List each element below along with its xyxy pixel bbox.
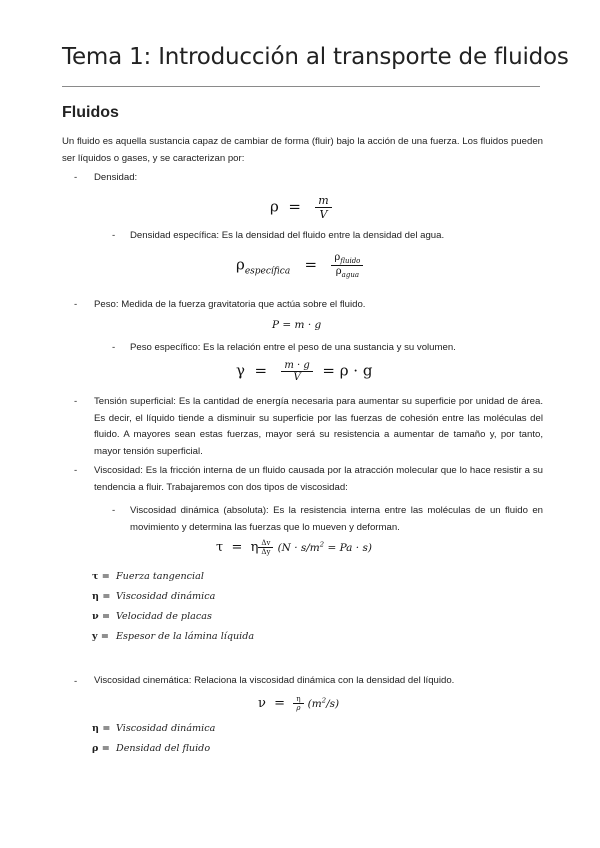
tension-text: Tensión superficial: Es la cantidad de energía necesaria para aumentar su superficie por unidad de área. Es decir, el líquido tiende a disminuir su superficie por las fuerzas de cohesión entre las moléculas del fluido. A mayores sean estas fuerzas, mayor será su resistencia a aumentar de tamaño y, por tanto, mayor tensión superficial. [94, 396, 543, 457]
eq-units [308, 698, 339, 710]
peso-equation: P = m · g [272, 319, 322, 331]
eq-den-sub: agua [341, 271, 360, 279]
eq-lhs: τ [216, 540, 224, 555]
visc-cin-equation: ν = $\frac{\eta}{\rho}$ $(m^2/s)$ [258, 695, 340, 712]
definition-symbol: ρ = [92, 743, 110, 754]
definition-row [92, 567, 254, 587]
eq-numerator: η [296, 695, 301, 703]
eq-fraction [281, 360, 312, 383]
densidad-equation: ρ = $\frac{m}{V}$ [270, 194, 332, 221]
eq-denominator [331, 265, 363, 279]
eq-numerator [331, 252, 363, 265]
eq-units-left: (m [307, 698, 322, 710]
eq-den-symbol: ρ [335, 266, 342, 277]
definition-row [92, 719, 215, 739]
eq-lhs-sub: específica [244, 266, 291, 277]
eq-lhs: ρ [236, 255, 245, 274]
definition-description: Densidad del fluido [116, 743, 211, 754]
eq-num-symbol: ρ [334, 252, 341, 263]
eq-numerator: Δv [261, 539, 271, 547]
eq-exponent: 2 [321, 696, 327, 705]
bullet-dash: - [74, 172, 78, 183]
eq-lhs: ν [258, 696, 266, 711]
eq-numerator: m · g [284, 360, 310, 371]
eq-fraction [258, 539, 273, 556]
visc-din-definitions [92, 567, 254, 647]
bullet-dash: - [74, 676, 78, 687]
definition-description: Viscosidad dinámica [116, 591, 216, 602]
eq-exponent: 2 [319, 540, 325, 549]
section-heading: Fluidos [62, 104, 119, 121]
bullet-dash: - [74, 396, 78, 407]
title-divider [62, 86, 540, 87]
eq-fraction [293, 695, 303, 712]
peso-text: Peso: Medida de la fuerza gravitatoria que actúa sobre el fluido. [94, 299, 366, 310]
dens-esp-equation: $\rho_{específica}$ = $\frac{\rho_{fluido}}{\rho_{agua}}$ [236, 252, 363, 279]
definition-symbol: τ = [92, 571, 110, 582]
eq-units-right: = Pa · s) [324, 542, 372, 554]
definition-row [92, 587, 254, 607]
definition-description: Fuerza tangencial [116, 571, 204, 582]
visc-cin-definitions [92, 719, 215, 759]
eq-denominator: ρ [293, 703, 303, 712]
visc-din-equation: τ = η $\frac{\Delta v}{\Delta y}$ $(N \cdot s/m^2 = Pa \cdot s)$ [216, 539, 372, 556]
eq-lhs: γ [236, 361, 245, 380]
definition-symbol: y = [92, 631, 109, 642]
eq-units-left: (N · s/m [277, 542, 320, 554]
dens-esp-text: Densidad específica: Es la densidad del fluido entre la densidad del agua. [130, 230, 445, 241]
definition-description: Viscosidad dinámica [116, 723, 216, 734]
intro-paragraph: Un fluido es aquella sustancia capaz de cambiar de forma (fluir) bajo la acción de una fuerza. Los fluidos pueden ser líquidos o gases, y se caracterizan por: [62, 136, 543, 164]
visc-din-text: Viscosidad dinámica (absoluta): Es la resistencia interna entre las moléculas de un fluido en movimiento y determina las fuerzas que lo mueven y deforman. [130, 505, 543, 533]
eq-units-right: /s) [326, 698, 340, 710]
definition-description: Velocidad de placas [116, 611, 212, 622]
definition-symbol: η = [92, 591, 111, 602]
eq-rhs: = ρ · g [322, 361, 373, 380]
page-title: Tema 1: Introducción al transporte de fluidos [62, 44, 569, 70]
bullet-dash: - [112, 230, 116, 241]
densidad-label: Densidad: [94, 172, 138, 183]
peso-esp-equation: γ = $\frac{m \cdot g}{V}$ = ρ · g [236, 360, 373, 383]
bullet-dash: - [74, 299, 78, 310]
bullet-dash: - [112, 505, 116, 516]
definition-row [92, 607, 254, 627]
eq-eta: η [250, 540, 259, 555]
eq-denominator: Δy [258, 547, 273, 556]
definition-symbol: ν = [92, 611, 111, 622]
definition-description: Espesor de la lámina líquida [116, 631, 255, 642]
peso-esp-text: Peso específico: Es la relación entre el peso de una sustancia y su volumen. [130, 342, 456, 353]
visc-cin-text: Viscosidad cinemática: Relaciona la viscosidad dinámica con la densidad del líquido. [94, 675, 455, 686]
eq-fraction [315, 194, 331, 221]
definition-row [92, 627, 254, 647]
bullet-dash: - [74, 465, 78, 476]
eq-fraction [331, 252, 363, 279]
eq-lhs: ρ [270, 197, 279, 216]
eq-units [278, 542, 372, 554]
eq-denominator: V [281, 371, 312, 383]
eq-num-sub: fluido [340, 257, 361, 265]
viscosidad-text: Viscosidad: Es la fricción interna de un fluido causada por la atracción molecular que lo hace resistir a su tendencia a fluir. Trabajaremos con dos tipos de viscosidad: [94, 465, 543, 493]
definition-row [92, 739, 215, 759]
eq-denominator: V [315, 207, 331, 221]
bullet-dash: - [112, 342, 116, 353]
eq-numerator: m [318, 194, 329, 207]
definition-symbol: η = [92, 723, 111, 734]
